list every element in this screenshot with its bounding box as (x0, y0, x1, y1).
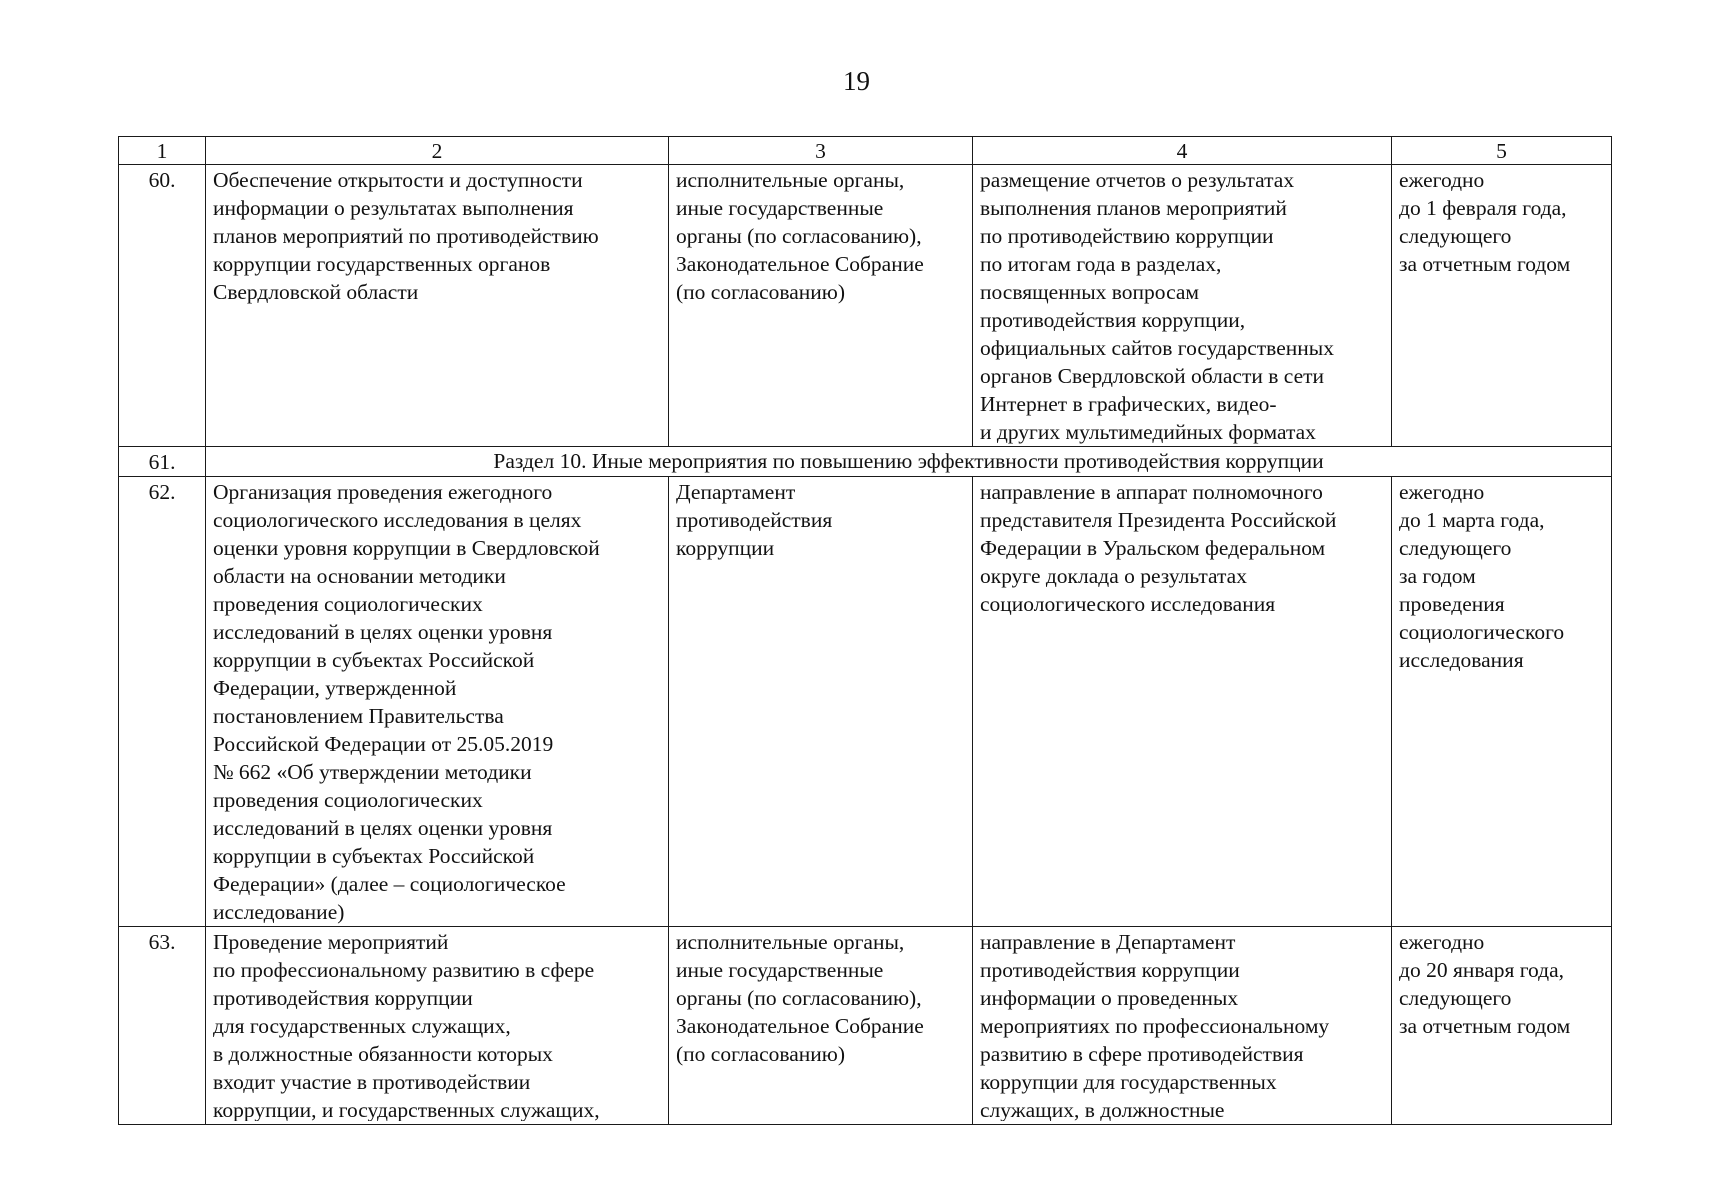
measures-table (118, 136, 1612, 1125)
column-header-1: 1 (119, 137, 206, 165)
row-number: 61. (119, 447, 206, 477)
executors-text: исполнительные органы, иные государственные органы (по согласованию), Законодательное Собрание (по согласованию) (676, 168, 924, 304)
measure-text: Организация проведения ежегодного социологического исследования в целях оценки уровня коррупции в Свердловской области на основании методики проведения социологических исследований в целях оценки уровня коррупции в субъектах Российской Федерации, утвержденной постановлением Правительства Российской Федерации от 25.05.2019 № 662 «Об утверждении методики проведения социологических исследований в целях оценки уровня коррупции в субъектах Российской Федерации» (далее – социологическое исследование) (213, 480, 600, 924)
table-row (119, 165, 1612, 447)
measure-cell (206, 165, 669, 447)
result-cell (973, 477, 1392, 927)
column-header-3: 3 (669, 137, 973, 165)
deadline-text: ежегодно до 1 февраля года, следующего за отчетным годом (1399, 168, 1571, 276)
row-number: 62. (119, 477, 206, 927)
deadline-cell (1392, 927, 1612, 1125)
measure-cell (206, 927, 669, 1125)
measure-text: Обеспечение открытости и доступности информации о результатах выполнения планов мероприятий по противодействию коррупции государственных органов Свердловской области (213, 168, 599, 304)
executors-text: Департамент противодействия коррупции (676, 480, 833, 560)
executors-text: исполнительные органы, иные государственные органы (по согласованию), Законодательное Собрание (по согласованию) (676, 930, 924, 1066)
result-cell (973, 165, 1392, 447)
result-text: размещение отчетов о результатах выполнения планов мероприятий по противодействию коррупции по итогам года в разделах, посвященных вопросам противодействия коррупции, официальных сайтов государственных органов Свердловской области в сети Интернет в графических, видео- и других мультимедийных форматах (980, 168, 1334, 444)
deadline-text: ежегодно до 20 января года, следующего за отчетным годом (1399, 930, 1571, 1038)
deadline-text: ежегодно до 1 марта года, следующего за годом проведения социологического исследования (1399, 480, 1565, 672)
column-header-4: 4 (973, 137, 1392, 165)
executors-cell (669, 477, 973, 927)
deadline-cell (1392, 477, 1612, 927)
measure-text: Проведение мероприятий по профессиональному развитию в сфере противодействия коррупции для государственных служащих, в должностные обязанности которых входит участие в противодействии коррупции, и государственных служащих, (213, 930, 600, 1121)
result-text: направление в аппарат полномочного представителя Президента Российской Федерации в Уральском федеральном округе доклада о результатах социологического исследования (980, 480, 1337, 616)
executors-cell (669, 927, 973, 1125)
table-row (119, 927, 1612, 1125)
table-header (119, 137, 1612, 165)
row-number: 63. (119, 927, 206, 1125)
measure-cell (206, 477, 669, 927)
header-row (119, 137, 1612, 165)
section-row (119, 447, 1612, 477)
section-heading: Раздел 10. Иные мероприятия по повышению эффективности противодействия коррупции (206, 447, 1612, 477)
result-cell (973, 927, 1392, 1125)
page-number: 19 (843, 66, 870, 96)
table-body (119, 165, 1612, 1125)
column-header-2: 2 (206, 137, 669, 165)
column-header-5: 5 (1392, 137, 1612, 165)
executors-cell (669, 165, 973, 447)
result-text: направление в Департамент противодействия коррупции информации о проведенных мероприятиях по профессиональному развитию в сфере противодействия коррупции для государственных служащих, в должностные (980, 930, 1330, 1121)
table-row (119, 477, 1612, 927)
deadline-cell (1392, 165, 1612, 447)
row-number: 60. (119, 165, 206, 447)
